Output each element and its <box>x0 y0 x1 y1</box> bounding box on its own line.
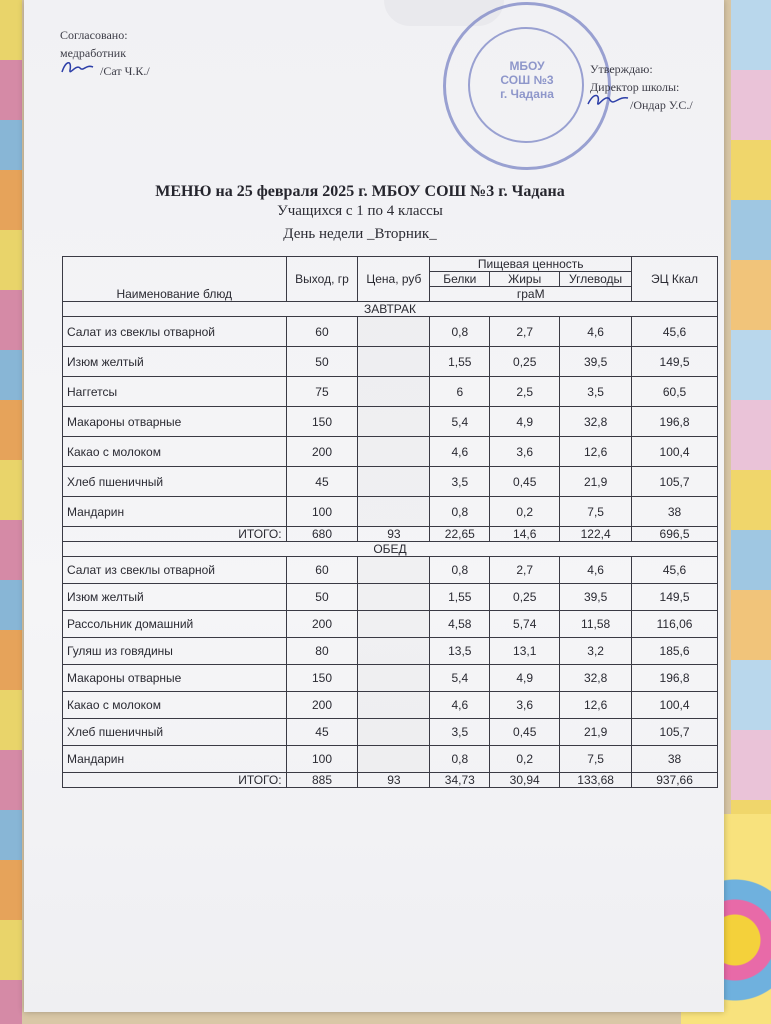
cell-price <box>358 638 430 665</box>
header-yield: Выход, гр <box>286 257 358 302</box>
cell-energy: 196,8 <box>632 407 718 437</box>
cell-energy: 45,6 <box>632 557 718 584</box>
table-row <box>63 692 718 719</box>
cell-carbs: 7,5 <box>560 746 632 773</box>
section-breakfast: ЗАВТРАК <box>63 302 718 317</box>
cell-energy: 100,4 <box>632 437 718 467</box>
cell-yield: 200 <box>286 437 358 467</box>
cell-energy: 116,06 <box>632 611 718 638</box>
table-row <box>63 746 718 773</box>
cell-protein: 0,8 <box>430 746 490 773</box>
cell-price <box>358 611 430 638</box>
medic-signature <box>60 58 96 78</box>
cell-price <box>358 665 430 692</box>
cell-energy: 185,6 <box>632 638 718 665</box>
cell-yield: 200 <box>286 692 358 719</box>
cell-yield: 45 <box>286 467 358 497</box>
cell-protein: 1,55 <box>430 584 490 611</box>
cell-price <box>358 317 430 347</box>
cell-name: Макароны отварные <box>63 407 287 437</box>
cell-yield: 100 <box>286 497 358 527</box>
cell-yield: 60 <box>286 317 358 347</box>
cell-price <box>358 467 430 497</box>
cell-energy: 149,5 <box>632 584 718 611</box>
cell-yield: 50 <box>286 584 358 611</box>
cell-carbs: 32,8 <box>560 665 632 692</box>
table-row <box>63 467 718 497</box>
cell-price <box>358 557 430 584</box>
cell-fat: 2,7 <box>490 557 560 584</box>
total-carbs: 122,4 <box>560 527 632 542</box>
cell-fat: 2,5 <box>490 377 560 407</box>
cell-name: Хлеб пшеничный <box>63 467 287 497</box>
total-protein: 22,65 <box>430 527 490 542</box>
cell-fat: 3,6 <box>490 437 560 467</box>
cell-name: Гуляш из говядины <box>63 638 287 665</box>
table-row <box>63 719 718 746</box>
cell-carbs: 4,6 <box>560 317 632 347</box>
menu-weekday: День недели _Вторник_ <box>283 226 437 242</box>
cell-name: Рассольник домашний <box>63 611 287 638</box>
cell-protein: 1,55 <box>430 347 490 377</box>
cell-name: Салат из свеклы отварной <box>63 557 287 584</box>
cell-fat: 4,9 <box>490 665 560 692</box>
confirmation-block <box>590 60 693 114</box>
cell-carbs: 3,2 <box>560 638 632 665</box>
table-row <box>63 557 718 584</box>
cell-protein: 0,8 <box>430 557 490 584</box>
cell-yield: 80 <box>286 638 358 665</box>
total-price: 93 <box>358 527 430 542</box>
cell-price <box>358 437 430 467</box>
table-row <box>63 317 718 347</box>
cell-fat: 3,6 <box>490 692 560 719</box>
cell-carbs: 39,5 <box>560 584 632 611</box>
cell-price <box>358 746 430 773</box>
cell-name: Макароны отварные <box>63 665 287 692</box>
header-carbs: Углеводы <box>560 272 632 287</box>
cell-protein: 4,58 <box>430 611 490 638</box>
cell-fat: 0,25 <box>490 347 560 377</box>
lunch-total-row <box>63 773 718 788</box>
director-signature <box>586 88 630 112</box>
table-row <box>63 407 718 437</box>
cell-price <box>358 497 430 527</box>
cell-protein: 5,4 <box>430 665 490 692</box>
cell-name: Мандарин <box>63 497 287 527</box>
cell-energy: 60,5 <box>632 377 718 407</box>
cell-name: Изюм желтый <box>63 347 287 377</box>
total-price: 93 <box>358 773 430 788</box>
cell-fat: 5,74 <box>490 611 560 638</box>
cell-yield: 45 <box>286 719 358 746</box>
table-row <box>63 584 718 611</box>
header-fat: Жиры <box>490 272 560 287</box>
background-decoration-left <box>0 0 22 1024</box>
cell-carbs: 4,6 <box>560 557 632 584</box>
approval-block <box>60 26 150 80</box>
cell-protein: 3,5 <box>430 719 490 746</box>
cell-protein: 4,6 <box>430 437 490 467</box>
cell-price <box>358 719 430 746</box>
cell-carbs: 12,6 <box>560 692 632 719</box>
menu-table <box>62 256 718 788</box>
cell-price <box>358 407 430 437</box>
cell-yield: 150 <box>286 665 358 692</box>
cell-carbs: 7,5 <box>560 497 632 527</box>
table-row <box>63 437 718 467</box>
total-label: ИТОГО: <box>63 527 287 542</box>
cell-yield: 200 <box>286 611 358 638</box>
cell-carbs: 32,8 <box>560 407 632 437</box>
cell-carbs: 3,5 <box>560 377 632 407</box>
cell-name: Какао с молоком <box>63 437 287 467</box>
header-nutrition: Пищевая ценность <box>430 257 632 272</box>
lunch-rows <box>63 557 718 773</box>
cell-protein: 6 <box>430 377 490 407</box>
cell-energy: 38 <box>632 746 718 773</box>
cell-protein: 13,5 <box>430 638 490 665</box>
cell-fat: 4,9 <box>490 407 560 437</box>
cell-price <box>358 692 430 719</box>
menu-title: МЕНЮ на 25 февраля 2025 г. МБОУ СОШ №3 г. Чадана <box>155 183 565 200</box>
cell-name: Хлеб пшеничный <box>63 719 287 746</box>
confirmation-role: Директор школы: <box>590 80 680 94</box>
cell-energy: 196,8 <box>632 665 718 692</box>
cell-energy: 45,6 <box>632 317 718 347</box>
cell-fat: 0,25 <box>490 584 560 611</box>
cell-protein: 5,4 <box>430 407 490 437</box>
total-energy: 937,66 <box>632 773 718 788</box>
total-fat: 30,94 <box>490 773 560 788</box>
cell-fat: 2,7 <box>490 317 560 347</box>
total-carbs: 133,68 <box>560 773 632 788</box>
cell-yield: 60 <box>286 557 358 584</box>
cell-protein: 0,8 <box>430 497 490 527</box>
cell-fat: 0,2 <box>490 746 560 773</box>
cell-name: Какао с молоком <box>63 692 287 719</box>
menu-grade-range: Учащихся с 1 по 4 классы <box>277 203 443 219</box>
cell-carbs: 11,58 <box>560 611 632 638</box>
header-dish-name: Наименование блюд <box>63 257 287 302</box>
cell-price <box>358 347 430 377</box>
cell-energy: 100,4 <box>632 692 718 719</box>
header-protein: Белки <box>430 272 490 287</box>
cell-fat: 0,45 <box>490 467 560 497</box>
table-row <box>63 611 718 638</box>
approval-name: /Сат Ч.К./ <box>100 64 150 78</box>
cell-carbs: 21,9 <box>560 467 632 497</box>
cell-name: Салат из свеклы отварной <box>63 317 287 347</box>
cell-carbs: 12,6 <box>560 437 632 467</box>
cell-energy: 149,5 <box>632 347 718 377</box>
section-lunch: ОБЕД <box>63 542 718 557</box>
stamp-line-1: МБОУ <box>509 59 545 73</box>
cell-name: Наггетсы <box>63 377 287 407</box>
total-protein: 34,73 <box>430 773 490 788</box>
cell-name: Мандарин <box>63 746 287 773</box>
table-row <box>63 638 718 665</box>
breakfast-rows <box>63 317 718 527</box>
table-row <box>63 347 718 377</box>
total-yield: 680 <box>286 527 358 542</box>
confirmation-heading: Утверждаю: <box>590 62 653 76</box>
cell-protein: 3,5 <box>430 467 490 497</box>
header-price: Цена, руб <box>358 257 430 302</box>
approval-heading: Согласовано: <box>60 28 128 42</box>
approval-role: медработник <box>60 46 127 60</box>
cell-carbs: 21,9 <box>560 719 632 746</box>
header-energy: ЭЦ Ккал <box>632 257 718 302</box>
table-row <box>63 497 718 527</box>
cell-protein: 4,6 <box>430 692 490 719</box>
cell-yield: 50 <box>286 347 358 377</box>
total-yield: 885 <box>286 773 358 788</box>
cell-name: Изюм желтый <box>63 584 287 611</box>
cell-yield: 100 <box>286 746 358 773</box>
cell-energy: 105,7 <box>632 467 718 497</box>
cell-fat: 13,1 <box>490 638 560 665</box>
cell-yield: 150 <box>286 407 358 437</box>
cell-price <box>358 377 430 407</box>
confirmation-name: /Ондар У.С./ <box>630 98 693 112</box>
total-fat: 14,6 <box>490 527 560 542</box>
cell-fat: 0,2 <box>490 497 560 527</box>
cell-energy: 105,7 <box>632 719 718 746</box>
cell-yield: 75 <box>286 377 358 407</box>
total-energy: 696,5 <box>632 527 718 542</box>
stamp-line-3: г. Чадана <box>500 87 554 101</box>
stamp-line-2: СОШ №3 <box>500 73 554 87</box>
total-label: ИТОГО: <box>63 773 287 788</box>
cell-price <box>358 584 430 611</box>
school-stamp <box>443 2 611 170</box>
cell-fat: 0,45 <box>490 719 560 746</box>
breakfast-total-row <box>63 527 718 542</box>
cell-protein: 0,8 <box>430 317 490 347</box>
table-row <box>63 377 718 407</box>
cell-energy: 38 <box>632 497 718 527</box>
header-unit: граМ <box>430 287 632 302</box>
table-row <box>63 665 718 692</box>
cell-carbs: 39,5 <box>560 347 632 377</box>
